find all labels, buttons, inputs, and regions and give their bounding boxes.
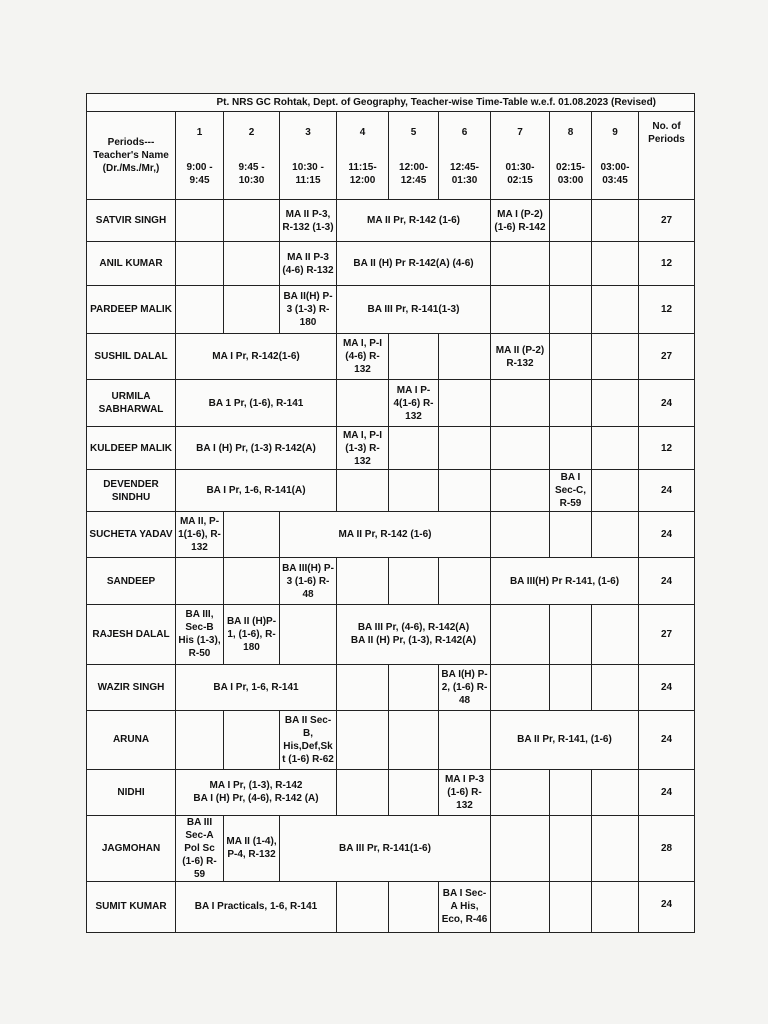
period-header-2	[224, 112, 280, 200]
period-cell	[337, 710, 389, 769]
period-cell	[491, 769, 550, 815]
period-line: BA III Pr, (4-6), R-142(A)	[357, 622, 470, 634]
teacher-name: SANDEEP	[87, 558, 176, 604]
period-cell: BA I Practicals, 1-6, R-141	[176, 881, 337, 932]
table-row	[87, 200, 695, 242]
period-cell	[592, 200, 639, 242]
period-cell: BA I (H) Pr, (1-3) R-142(A)	[176, 427, 337, 470]
period-time: 9:45 - 10:30	[238, 162, 265, 187]
period-cell: MA I P-4(1-6) R-132	[389, 380, 439, 427]
period-time: 12:00- 12:45	[399, 162, 428, 187]
period-cell	[337, 380, 389, 427]
period-cell: BA II Pr, R-141, (1-6)	[491, 710, 639, 769]
period-cell: BA III(H) Pr R-141, (1-6)	[491, 558, 639, 604]
teacher-name: DEVENDER SINDHU	[87, 470, 176, 512]
total-periods: 24	[639, 710, 695, 769]
period-time: 01:30- 02:15	[505, 162, 535, 187]
total-periods: 12	[639, 242, 695, 286]
period-cell	[550, 815, 592, 881]
period-cell: BA III, Sec-B His (1-3), R-50	[176, 604, 224, 664]
period-cell: BA III Sec-A Pol Sc (1-6) R-59	[176, 815, 224, 881]
period-line: MA I Pr, (1-3), R-142	[209, 780, 303, 792]
period-cell	[491, 427, 550, 470]
period-cell: MA II P-3 (4-6) R-132	[280, 242, 337, 286]
period-header-4	[337, 112, 389, 200]
period-cell	[550, 512, 592, 558]
table-row	[87, 334, 695, 380]
period-cell	[439, 427, 491, 470]
period-cell: BA I Pr, 1-6, R-141(A)	[176, 470, 337, 512]
period-line: BA II (H) Pr, (1-3), R-142(A)	[350, 635, 477, 647]
period-cell: MA II (P-2) R-132	[491, 334, 550, 380]
table-row	[87, 512, 695, 558]
period-cell	[491, 286, 550, 334]
period-cell	[337, 604, 491, 664]
timetable	[86, 93, 695, 933]
table-row	[87, 380, 695, 427]
period-number: 8	[567, 127, 574, 139]
table-row	[87, 710, 695, 769]
total-periods: 24	[639, 769, 695, 815]
period-cell: BA I Sec-C, R-59	[550, 470, 592, 512]
period-number: 5	[410, 127, 417, 139]
total-periods: 27	[639, 334, 695, 380]
teacher-name: RAJESH DALAL	[87, 604, 176, 664]
period-cell	[280, 604, 337, 664]
period-cell	[439, 334, 491, 380]
teacher-name: SUMIT KUMAR	[87, 881, 176, 932]
period-cell	[389, 470, 439, 512]
table-row	[87, 242, 695, 286]
period-cell: BA III Pr, R-141(1-3)	[337, 286, 491, 334]
period-cell	[389, 664, 439, 710]
period-number: 2	[248, 127, 255, 139]
period-cell: MA II Pr, R-142 (1-6)	[280, 512, 491, 558]
period-cell: BA III(H) P-3 (1-6) R-48	[280, 558, 337, 604]
period-cell: BA I(H) P-2, (1-6) R-48	[439, 664, 491, 710]
period-number: 4	[359, 127, 366, 139]
total-periods: 28	[639, 815, 695, 881]
period-cell	[389, 558, 439, 604]
total-periods: 24	[639, 558, 695, 604]
period-cell	[389, 427, 439, 470]
period-number: 6	[461, 127, 468, 139]
period-cell	[592, 470, 639, 512]
teacher-name: PARDEEP MALIK	[87, 286, 176, 334]
period-cell	[337, 558, 389, 604]
period-cell	[439, 710, 491, 769]
table-row	[87, 664, 695, 710]
period-cell	[176, 286, 224, 334]
period-number: 1	[196, 127, 203, 139]
total-periods: 12	[639, 286, 695, 334]
period-cell	[389, 710, 439, 769]
period-cell	[491, 604, 550, 664]
period-cell	[592, 664, 639, 710]
teacher-name: SUSHIL DALAL	[87, 334, 176, 380]
period-cell: MA I, P-I (4-6) R-132	[337, 334, 389, 380]
period-cell	[550, 664, 592, 710]
period-cell: BA II Sec-B, His,Def,Skt (1-6) R-62	[280, 710, 337, 769]
period-cell	[176, 769, 337, 815]
table-row	[87, 470, 695, 512]
period-time: 02:15- 03:00	[556, 162, 585, 187]
table-row	[87, 286, 695, 334]
total-periods: 24	[639, 664, 695, 710]
period-cell	[550, 427, 592, 470]
period-cell	[550, 334, 592, 380]
period-cell: BA II(H) P-3 (1-3) R-180	[280, 286, 337, 334]
period-cell	[592, 380, 639, 427]
period-cell	[439, 470, 491, 512]
teacher-name: ANIL KUMAR	[87, 242, 176, 286]
period-time: 10:30 - 11:15	[292, 162, 324, 187]
period-header-3	[280, 112, 337, 200]
period-cell	[389, 881, 439, 932]
table-row	[87, 427, 695, 470]
period-cell	[337, 470, 389, 512]
period-time: 9:00 - 9:45	[186, 162, 213, 187]
period-cell	[592, 604, 639, 664]
no-periods-header: No. of Periods	[639, 112, 695, 200]
period-cell: BA 1 Pr, (1-6), R-141	[176, 380, 337, 427]
period-cell	[224, 286, 280, 334]
period-cell	[224, 558, 280, 604]
period-cell	[224, 512, 280, 558]
total-periods: 24	[639, 512, 695, 558]
teacher-name: NIDHI	[87, 769, 176, 815]
period-cell	[337, 881, 389, 932]
teacher-name: KULDEEP MALIK	[87, 427, 176, 470]
period-cell	[389, 769, 439, 815]
total-periods: 24	[639, 470, 695, 512]
period-cell: BA I Pr, 1-6, R-141	[176, 664, 337, 710]
header-row	[87, 112, 695, 200]
period-cell	[592, 427, 639, 470]
period-cell: MA I, P-I (1-3) R-132	[337, 427, 389, 470]
period-cell	[550, 769, 592, 815]
teacher-name: SATVIR SINGH	[87, 200, 176, 242]
period-cell	[224, 242, 280, 286]
period-cell: BA I Sec-A His, Eco, R-46	[439, 881, 491, 932]
period-cell	[550, 286, 592, 334]
period-cell	[337, 664, 389, 710]
period-cell	[491, 881, 550, 932]
teacher-name: WAZIR SINGH	[87, 664, 176, 710]
period-cell	[550, 604, 592, 664]
period-cell	[592, 242, 639, 286]
period-cell	[491, 470, 550, 512]
total-periods: 27	[639, 604, 695, 664]
teacher-name: SUCHETA YADAV	[87, 512, 176, 558]
period-cell	[491, 815, 550, 881]
period-number: 9	[612, 127, 618, 139]
table-row	[87, 604, 695, 664]
teacher-header	[87, 112, 176, 200]
period-cell	[224, 710, 280, 769]
period-cell	[389, 334, 439, 380]
period-header-6	[439, 112, 491, 200]
period-cell	[592, 512, 639, 558]
period-cell: MA II (1-4), P-4, R-132	[224, 815, 280, 881]
period-cell	[491, 380, 550, 427]
period-cell	[592, 815, 639, 881]
period-cell	[592, 286, 639, 334]
period-cell	[176, 710, 224, 769]
periods-label: Periods---	[107, 137, 155, 149]
period-cell: MA I P-3 (1-6) R-132	[439, 769, 491, 815]
total-periods: 12	[639, 427, 695, 470]
period-cell	[439, 380, 491, 427]
period-cell	[176, 558, 224, 604]
period-cell	[439, 558, 491, 604]
period-cell	[224, 200, 280, 242]
period-cell	[550, 380, 592, 427]
timetable-sheet	[86, 93, 686, 933]
period-cell	[550, 242, 592, 286]
period-cell: MA I (P-2) (1-6) R-142	[491, 200, 550, 242]
period-cell	[592, 881, 639, 932]
period-cell	[491, 664, 550, 710]
period-time: 12:45- 01:30	[450, 162, 479, 187]
period-cell: MA II Pr, R-142 (1-6)	[337, 200, 491, 242]
period-cell: BA II (H) Pr R-142(A) (4-6)	[337, 242, 491, 286]
teacher-name: ARUNA	[87, 710, 176, 769]
period-cell	[176, 242, 224, 286]
total-periods: 24	[639, 380, 695, 427]
period-cell: MA I Pr, R-142(1-6)	[176, 334, 337, 380]
table-row	[87, 881, 695, 932]
teacher-name: JAGMOHAN	[87, 815, 176, 881]
period-cell	[550, 881, 592, 932]
period-cell: MA II P-3, R-132 (1-3)	[280, 200, 337, 242]
period-header-1	[176, 112, 224, 200]
period-cell	[491, 512, 550, 558]
period-number: 3	[305, 127, 311, 139]
period-cell	[491, 242, 550, 286]
period-cell: BA III Pr, R-141(1-6)	[280, 815, 491, 881]
period-cell	[337, 769, 389, 815]
period-line: BA I (H) Pr, (4-6), R-142 (A)	[193, 793, 319, 805]
table-row	[87, 558, 695, 604]
timetable-title: Pt. NRS GC Rohtak, Dept. of Geography, Teacher-wise Time-Table w.e.f. 01.08.2023 (Revised)	[87, 94, 695, 112]
period-time: 11:15- 12:00	[348, 162, 377, 187]
period-header-7	[491, 112, 550, 200]
period-cell	[550, 200, 592, 242]
period-header-5	[389, 112, 439, 200]
period-cell: BA II (H)P-1, (1-6), R-180	[224, 604, 280, 664]
teacher-label: Teacher's Name	[93, 150, 169, 162]
table-row	[87, 815, 695, 881]
honorific-label: (Dr./Ms./Mr,)	[102, 163, 160, 175]
table-row	[87, 769, 695, 815]
period-cell: MA II, P-1(1-6), R-132	[176, 512, 224, 558]
period-cell	[592, 769, 639, 815]
total-periods: 24	[639, 881, 695, 932]
teacher-name: URMILA SABHARWAL	[87, 380, 176, 427]
period-cell	[592, 334, 639, 380]
total-periods: 27	[639, 200, 695, 242]
period-header-8	[550, 112, 592, 200]
period-number: 7	[517, 127, 523, 139]
period-cell	[176, 200, 224, 242]
period-time: 03:00- 03:45	[600, 162, 630, 187]
period-header-9	[592, 112, 639, 200]
